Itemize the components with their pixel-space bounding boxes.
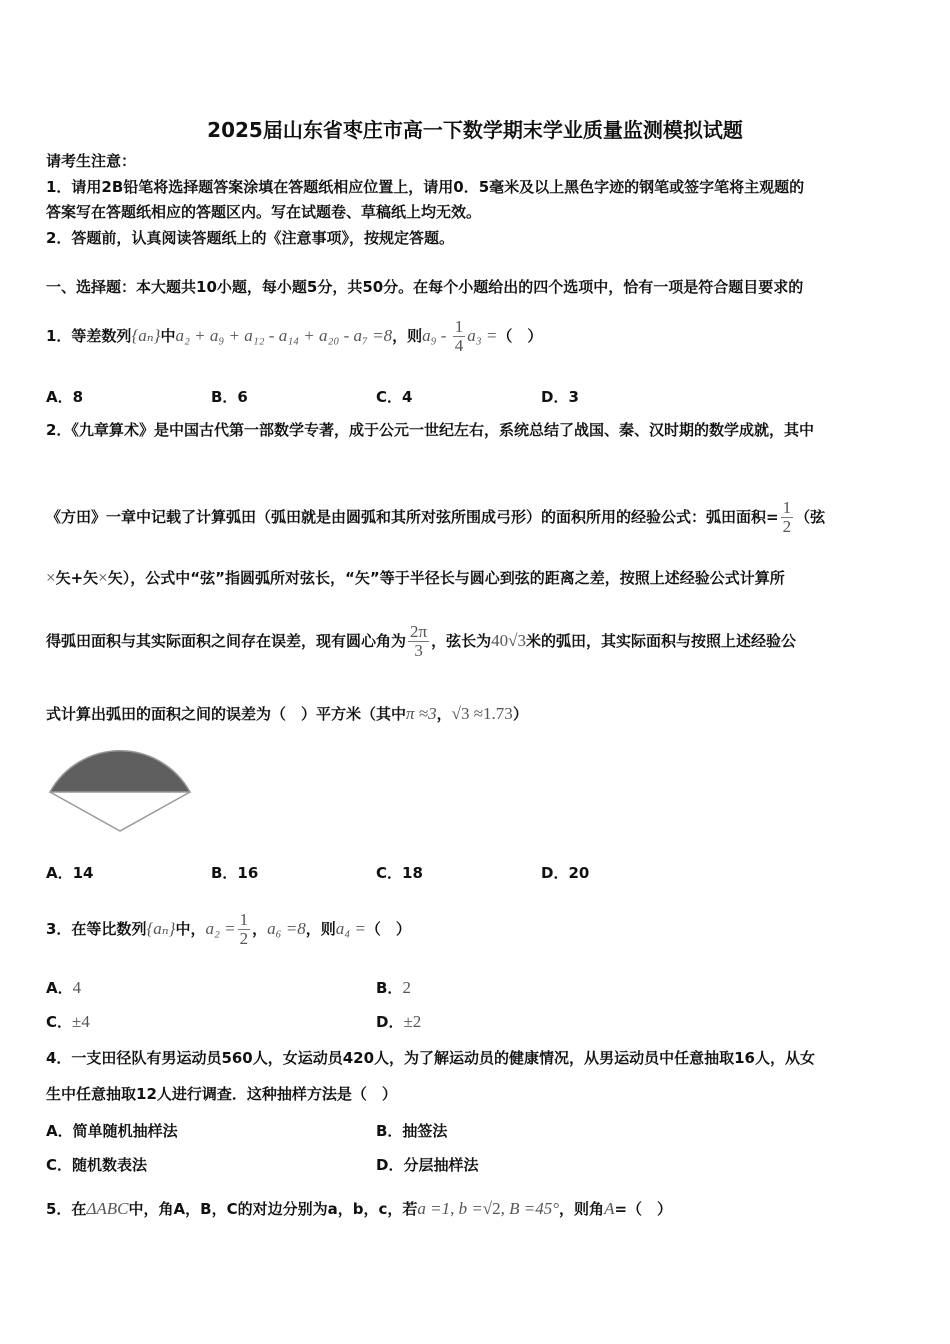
radius-lines [50,792,190,831]
q4-option-c[interactable]: C．随机数表法 [46,1156,148,1174]
text-segment: 答案写在答题纸相应的答题区内。写在试题卷、草稿纸上均无效。 [46,203,482,221]
math-expression: ±4 [72,1012,90,1031]
notice-line [46,202,481,222]
math-expression: × [98,568,108,587]
question-4-line [46,1048,815,1068]
math-expression: a₂ + a₉ + a₁₂ - a₁₄ + a₂₀ - a₇ =8 [175,326,393,345]
math-expression: a₉ - [422,326,451,345]
question-2-line [46,498,825,536]
denominator: 3 [414,641,423,660]
text-segment: （ ） [365,920,411,938]
text-segment: ，弦长为 [431,632,492,650]
q4-option-b[interactable]: B．抽签法 [376,1122,448,1140]
question-2-line [46,622,796,660]
text-segment: 5．在 [46,1200,87,1218]
text-segment: A． [46,979,73,997]
math-expression: √3 ≈1.73 [451,704,513,723]
q3-option-d[interactable] [376,1012,421,1032]
text-segment: D． [376,1013,404,1031]
text-segment: ，则 [392,327,423,345]
math-expression: {aₙ} [131,326,161,345]
text-segment: 矢），公式中“弦”指圆弧所对弦长，“矢”等于半径长与圆心到弦的距离之差，按照上述经验公式计算所 [107,569,785,587]
math-expression: ΔABC [86,1199,129,1218]
math-expression: π ≈3 [406,704,437,723]
text-segment: ， [436,705,452,723]
q1-option-b[interactable]: B．6 [211,388,248,406]
text-segment: 生中任意抽取12人进行调查．这种抽样方法是（ ） [46,1085,397,1103]
q4-option-d[interactable]: D．分层抽样法 [376,1156,479,1174]
q3-option-b[interactable] [376,978,411,998]
notice-heading: 请考生注意： [46,152,137,170]
text-segment: 4．一支田径队有男运动员560人，女运动员420人，为了解运动员的健康情况，从男运动员中任意抽取16人，从女 [46,1049,815,1067]
math-expression: a₄ = [335,919,366,938]
question-4-line [46,1084,397,1104]
q1-option-d[interactable]: D．3 [541,388,579,406]
math-expression: A [604,1199,615,1218]
q2-option-b[interactable]: B．16 [211,864,259,882]
circular-segment [50,751,190,792]
question-2-line [46,704,528,724]
text-segment: 2．《九章算术》是中国古代第一部数学专著，成于公元一世纪左右，系统总结了战国、秦、汉时期的数学成就，其中 [46,421,814,439]
text-segment: 2．答题前，认真阅读答题纸上的《注意事项》，按规定答题。 [46,229,454,247]
fraction [238,911,251,948]
text-segment: 1．等差数列 [46,327,132,345]
denominator: 4 [454,336,464,355]
q2-option-a[interactable]: A．14 [46,864,94,882]
numerator: 2π [410,622,428,641]
text-segment: （ ） [497,327,543,345]
math-expression: a =1, b = [417,1199,483,1218]
math-expression: {aₙ} [146,919,176,938]
math-expression: √2 [482,1199,501,1218]
text-segment: 式计算出弧田的面积之间的误差为（ ）平方米（其中 [46,705,407,723]
text-segment: ，则角 [559,1200,605,1218]
text-segment: 米的弧田，其实际面积与按照上述经验公 [525,632,796,650]
numerator: 1 [454,317,464,336]
page-title: 2025届山东省枣庄市高一下数学期末学业质量监测模拟试题 [207,118,743,142]
text-segment: 1．请用2B铅笔将选择题答案涂填在答题纸相应位置上，请用0．5毫米及以上黑色字迹的钢笔或签字笔将主观题的 [46,178,805,196]
text-segment: 中，角A，B，C的对边分别为a，b，c，若 [128,1200,418,1218]
text-segment: 中 [160,327,176,345]
question-5 [46,1196,672,1222]
text-segment: B． [376,979,403,997]
fraction [781,499,794,536]
notice-line [46,177,804,197]
text-segment: ， [252,920,268,938]
q3-option-a[interactable] [46,978,81,998]
text-segment: ） [512,705,528,723]
text-segment: （弦 [795,508,826,526]
question-2-line [46,568,785,588]
question-3 [46,910,411,948]
math-expression: , B =45° [500,1199,560,1218]
math-expression: a₃ = [467,326,498,345]
q1-option-a[interactable]: A．8 [46,388,84,406]
math-expression: ±2 [403,1012,422,1031]
arc-field-figure [48,748,193,836]
denominator: 2 [782,517,792,536]
question-2-line [46,420,814,440]
text-segment: 得弧田面积与其实际面积之间存在误差，现有圆心角为 [46,632,407,650]
text-segment: ，则 [305,920,336,938]
q1-option-c[interactable]: C．4 [376,388,413,406]
text-segment: =（ ） [614,1200,673,1218]
question-1 [46,318,542,355]
math-expression: 2 [402,978,411,997]
denominator: 2 [239,929,249,948]
q2-option-c[interactable]: C．18 [376,864,423,882]
numerator: 1 [782,498,792,517]
math-expression: a₂ = [205,919,236,938]
math-expression: 40√3 [491,631,526,650]
text-segment: 中， [175,920,206,938]
numerator: 1 [239,910,249,929]
text-segment: 矢+矢 [55,569,99,587]
math-expression: 4 [72,978,82,997]
notice-line [46,228,454,248]
text-segment: 《方田》一章中记载了计算弧田（弧田就是由圆弧和其所对弦所围成弓形）的面积所用的经验公式：弧田面积= [46,508,779,526]
math-expression: × [46,568,56,587]
section-heading: 一、选择题：本大题共10小题，每小题5分，共50分。在每个小题给出的四个选项中，恰有一项是符合题目要求的 [46,278,804,296]
fraction [453,318,466,355]
q2-option-d[interactable]: D．20 [541,864,590,882]
text-segment: C． [46,1013,73,1031]
fraction [408,623,429,660]
q4-option-a[interactable]: A．简单随机抽样法 [46,1122,178,1140]
q3-option-c[interactable] [46,1012,90,1032]
math-expression: a₆ =8 [267,919,306,938]
text-segment: 3．在等比数列 [46,920,147,938]
